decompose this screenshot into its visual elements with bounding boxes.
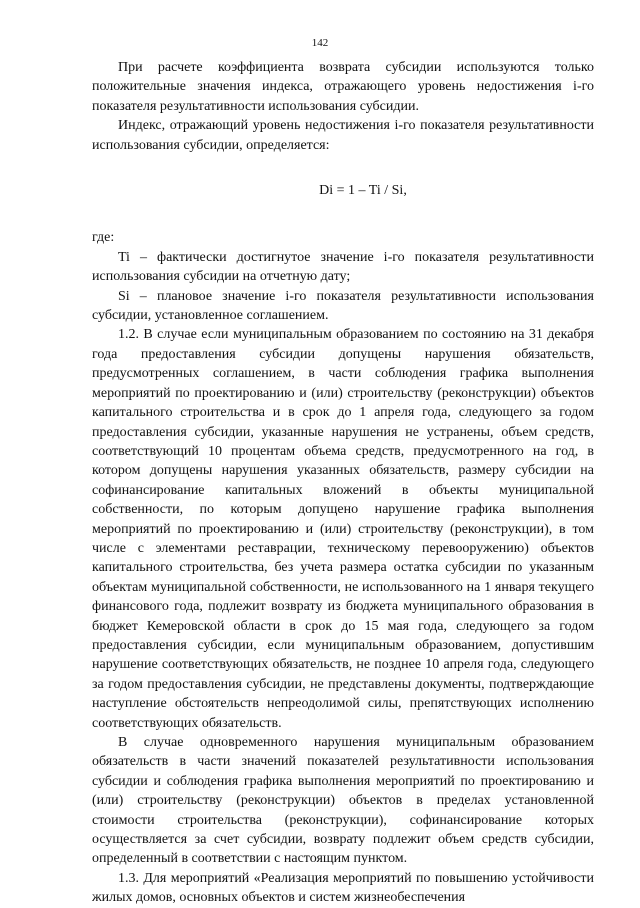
formula: Di = 1 – Ti / Si,: [319, 183, 407, 199]
paragraph-simultaneous-violation: В случае одновременного нарушения муниципальным образованием обязательств в части значений показателей результативности использования субсидии и соблюдения графика выполнения мероприятий по проектированию и (или) строительству (реконструкции) объектов в пределах установленной стоимости строительства (реконструкции), софинансирование которых осуществляется за счет субсидии, возврату подлежит объем средств субсидии, определенный в соответствии с настоящим пунктом.: [92, 735, 594, 867]
section-1-3: 1.3. Для мероприятий «Реализация мероприятий по повышению устойчивости жилых домов, основных объектов и систем жизнеобеспечения: [92, 870, 594, 906]
section-1-2: 1.2. В случае если муниципальным образованием по состоянию на 31 декабря года предоставления субсидии допущены нарушения обязательств, предусмотренных соглашением, в части соблюдения графика выполнения мероприятий по проектированию и (или) строительству (реконструкции) объектов капитального строительства и в срок до 1 апреля года, следующего за годом предоставления субсидии, указанные нарушения не устранены, объем средств, соответствующий 10 процентам объема средств, предусмотренного на год, в котором допущены нарушения указанных обязательств, размеру субсидии на софинансирование капитальных вложений в объекты муниципальной собственности, по которым допущено нарушение графика выполнения мероприятий по проектированию и (или) строительству (реконструкции), в том числе с элементами реставрации, техническому перевооружению) объектов капитального строительства, без учета размера остатка субсидии по указанным объектам муниципальной собственности, не использованного на 1 января текущего финансового года, подлежит возврату из бюджета муниципального образования в бюджет Кемеровской области в срок до 15 мая года, следующего за годом предоставления субсидии, если муниципальным образованием, допустившим нарушение соответствующих обязательств, не позднее 10 апреля года, следующего за годом предоставления субсидии, не представлены документы, подтверждающие наступление обстоятельств непреодолимой силы, препятствующих исполнению соответствующих обязательств.: [92, 327, 594, 731]
paragraph-index-definition: Индекс, отражающий уровень недостижения i-го показателя результативности использования субсидии, определяется:: [92, 118, 594, 153]
page-number: 142: [311, 37, 329, 49]
paragraph-positive-values: При расчете коэффициента возврата субсидии используются только положительные значения индекса, отражающего уровень недостижения i-го показателя результативности использования субсидии.: [92, 60, 594, 114]
document-body: [92, 58, 594, 908]
definition-ti: Ti – фактически достигнутое значение i-го показателя результативности использования субсидии на отчетную дату;: [92, 249, 594, 285]
definition-si: Si – плановое значение i-го показателя результативности использования субсидии, установленное соглашением.: [92, 288, 594, 324]
where-label: где:: [92, 230, 115, 246]
